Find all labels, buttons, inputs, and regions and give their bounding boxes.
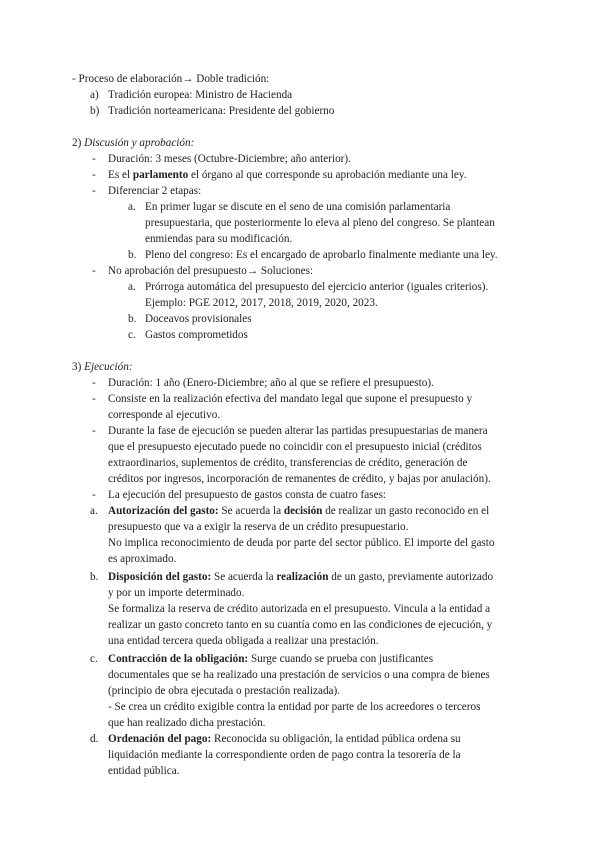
- intro-marker-a: a): [90, 89, 99, 101]
- s2-b3a-marker: a.: [128, 201, 136, 213]
- phase-c-line-1: [108, 652, 433, 668]
- s3-bullet-3-line-2: que el presupuesto ejecutado puede no coincidir con el presupuesto inicial (créditos: [108, 441, 482, 453]
- section-3-heading: [72, 360, 133, 376]
- s3-bullet-2-line-2: corresponde al ejecutivo.: [108, 409, 221, 421]
- phase-c-line-2: documentales que se ha realizado una prestación de servicios o una compra de bienes: [108, 669, 490, 681]
- phase-b-line-1: [108, 570, 493, 586]
- phase-d-line-1: [108, 732, 461, 748]
- section-2-title: Discusión y aprobación:: [84, 137, 195, 149]
- dash-marker: -: [92, 169, 96, 181]
- phase-a-title: Autorización del gasto:: [108, 505, 219, 517]
- section-2-number: 2): [72, 137, 82, 149]
- s2-b3a-line-1: En primer lugar se discute en el seno de una comisión parlamentaria: [145, 201, 451, 213]
- phase-d-line-3: entidad pública.: [108, 765, 180, 777]
- phase-a-line-2: presupuesto que va a exigir la reserva de un crédito presupuestario.: [108, 521, 409, 533]
- s2-bullet-2: [108, 168, 467, 184]
- phase-a-line-3: No implica reconocimiento de deuda por parte del sector público. El importe del gasto: [108, 537, 495, 549]
- phase-d-title: Ordenación del pago:: [108, 733, 212, 745]
- phase-c-post: Surge cuando se prueba con justificantes: [248, 653, 434, 665]
- section-2-heading: [72, 136, 194, 152]
- phase-b-post: de un gasto, previamente autorizado: [328, 571, 494, 583]
- phase-b-keyword: realización: [276, 571, 329, 583]
- s2-b3a-line-2: presupuestaria, que posteriormente lo eleva al pleno del congreso. Se plantean: [145, 217, 495, 229]
- s3-bullet-3-line-1: Durante la fase de ejecución se pueden alterar las partidas presupuestarias de manera: [108, 425, 488, 437]
- s2-b3b-text: Pleno del congreso: Es el encargado de aprobarlo finalmente mediante una ley.: [145, 249, 498, 261]
- s3-bullet-3-line-3: extraordinarios, suplementos de crédito, transferencias de crédito, generación de: [108, 457, 468, 469]
- phase-a-marker: a.: [90, 505, 98, 517]
- s2-b4b-marker: b.: [128, 313, 137, 325]
- section-3-title: Ejecución:: [84, 361, 133, 373]
- s2-b2-post: el órgano al que corresponde su aprobación mediante una ley.: [188, 169, 467, 181]
- phase-b-marker: b.: [90, 571, 99, 583]
- phase-c-marker: c.: [90, 653, 98, 665]
- phase-b-line-2: y por un importe determinado.: [108, 587, 245, 599]
- phase-a-post: de realizar un gasto reconocido en el: [322, 505, 490, 517]
- dash-marker: -: [92, 265, 96, 277]
- phase-c-line-5: que han realizado dicha prestación.: [108, 717, 266, 729]
- s2-b3a-line-3: enmiendas para su modificación.: [145, 233, 293, 245]
- phase-c-line-3: (principio de obra ejecutada o prestación realizada).: [108, 685, 341, 697]
- s3-bullet-1: Duración: 1 año (Enero-Diciembre; año al que se refiere el presupuesto).: [108, 377, 434, 389]
- phase-a-keyword: decisión: [283, 505, 323, 517]
- phase-b-line-3: Se formaliza la reserva de crédito autorizada en el presupuesto. Vincula a la entidad a: [108, 603, 491, 615]
- s2-bullet-1: Duración: 3 meses (Octubre-Diciembre; año anterior).: [108, 153, 351, 165]
- phase-c-title: Contracción de la obligación:: [108, 653, 249, 665]
- s2-b2-pre: Es el: [108, 169, 133, 181]
- s2-b3b-marker: b.: [128, 249, 137, 261]
- phase-b-pre: Se acuerda la: [211, 571, 277, 583]
- dash-marker: -: [92, 185, 96, 197]
- phase-d-marker: d.: [90, 733, 99, 745]
- s2-b4a-line-2: Ejemplo: PGE 2012, 2017, 2018, 2019, 2020, 2023.: [145, 297, 378, 309]
- section-3-number: 3): [72, 361, 82, 373]
- s3-bullet-3-line-4: créditos por ingresos, incorporación de remanentes de crédito, y bajas por anulación).: [108, 473, 491, 485]
- phase-c-line-4: - Se crea un crédito exigible contra la entidad por parte de los acreedores o terceros: [108, 701, 481, 713]
- phase-a-line-1: [108, 504, 489, 520]
- dash-marker: -: [92, 153, 96, 165]
- phase-b-title: Disposición del gasto:: [108, 571, 212, 583]
- phase-d-post: Reconocida su obligación, la entidad pública ordena su: [211, 733, 461, 745]
- phase-b-line-5: una entidad tercera queda obligada a realizar una prestación.: [108, 635, 379, 647]
- s2-b2-bold: parlamento: [132, 169, 189, 181]
- phase-d-line-2: liquidación mediante la correspondiente orden de pago contra la tesorería de la: [108, 749, 461, 761]
- phase-a-line-4: es aproximado.: [108, 553, 177, 565]
- s3-bullet-2-line-1: Consiste en la realización efectiva del mandato legal que supone el presupuesto y: [108, 393, 473, 405]
- s2-b4c-text: Gastos comprometidos: [145, 329, 248, 341]
- s2-b4a-marker: a.: [128, 281, 136, 293]
- dash-marker: -: [92, 489, 96, 501]
- s2-bullet-3: Diferenciar 2 etapas:: [108, 185, 202, 197]
- dash-marker: -: [92, 393, 96, 405]
- s2-bullet-4: No aprobación del presupuesto→ Soluciones:: [108, 265, 314, 277]
- intro-item-b: Tradición norteamericana: Presidente del gobierno: [108, 105, 335, 117]
- s2-b4a-line-1: Prórroga automática del presupuesto del ejercicio anterior (iguales criterios).: [145, 281, 489, 293]
- dash-marker: -: [92, 377, 96, 389]
- intro-line: - Proceso de elaboración→ Doble tradición:: [72, 73, 270, 85]
- intro-marker-b: b): [90, 105, 100, 117]
- phase-b-line-4: realizar un gasto concreto tanto en su cuantía como en las condiciones de ejecución, y: [108, 619, 493, 631]
- s2-b4c-marker: c.: [128, 329, 136, 341]
- intro-item-a: Tradición europea: Ministro de Hacienda: [108, 89, 293, 101]
- phase-a-pre: Se acuerda la: [218, 505, 284, 517]
- s2-b4b-text: Doceavos provisionales: [145, 313, 252, 325]
- s3-bullet-4: La ejecución del presupuesto de gastos consta de cuatro fases:: [108, 489, 387, 501]
- dash-marker: -: [92, 425, 96, 437]
